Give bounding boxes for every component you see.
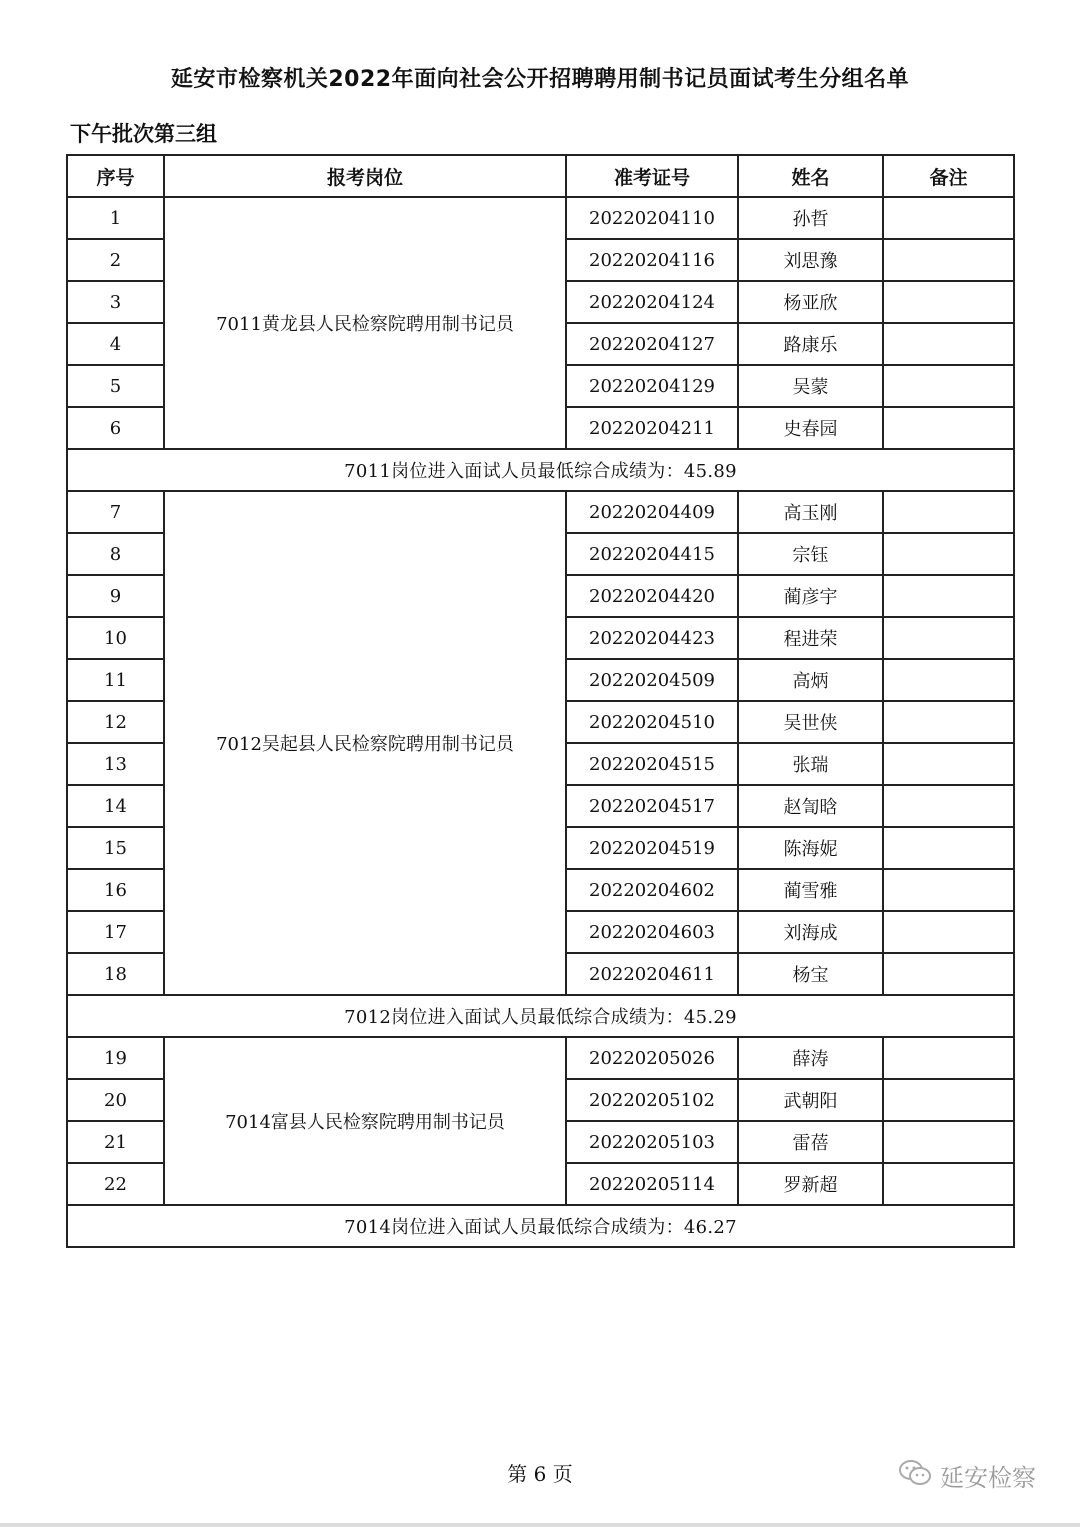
cell-exam-id: 20220204611 [566,953,738,995]
cell-note [883,575,1014,617]
cell-exam-id: 20220205103 [566,1121,738,1163]
cell-name: 罗新超 [738,1163,883,1205]
document-title: 延安市检察机关2022年面向社会公开招聘聘用制书记员面试考生分组名单 [170,67,910,92]
cell-name: 高炳 [738,659,883,701]
cell-name: 史春园 [738,407,883,449]
cell-name: 刘海成 [738,911,883,953]
cell-name: 吴世侠 [738,701,883,743]
cell-exam-id: 20220205102 [566,1079,738,1121]
cell-exam-id: 20220204116 [566,239,738,281]
cell-note [883,323,1014,365]
cell-name: 程进荣 [738,617,883,659]
cell-exam-id: 20220204515 [566,743,738,785]
cell-number: 4 [67,323,164,365]
watermark [898,1458,1036,1493]
cell-number: 13 [67,743,164,785]
cell-number: 18 [67,953,164,995]
cell-name: 杨宝 [738,953,883,995]
cell-number: 7 [67,491,164,533]
cell-name: 路康乐 [738,323,883,365]
header-post: 报考岗位 [164,155,566,197]
cell-name: 孙哲 [738,197,883,239]
cell-name: 杨亚欣 [738,281,883,323]
cell-number: 21 [67,1121,164,1163]
cell-number: 15 [67,827,164,869]
cell-number: 14 [67,785,164,827]
cell-number: 20 [67,1079,164,1121]
summary-text: 7012岗位进入面试人员最低综合成绩为：45.29 [67,995,1014,1037]
table-row [67,491,1014,533]
page-number: 第 6 页 [507,1462,573,1486]
cell-note [883,365,1014,407]
cell-number: 11 [67,659,164,701]
cell-exam-id: 20220204517 [566,785,738,827]
cell-exam-id: 20220204420 [566,575,738,617]
header-note: 备注 [883,155,1014,197]
cell-exam-id: 20220204211 [566,407,738,449]
header-exam-id: 准考证号 [566,155,738,197]
summary-text: 7011岗位进入面试人员最低综合成绩为：45.89 [67,449,1014,491]
cell-exam-id: 20220204129 [566,365,738,407]
header-row [67,155,1014,197]
cell-note [883,1037,1014,1079]
summary-row [67,1205,1014,1247]
cell-exam-id: 20220204519 [566,827,738,869]
cell-exam-id: 20220204603 [566,911,738,953]
table-row [67,1037,1014,1079]
cell-note [883,827,1014,869]
cell-note [883,785,1014,827]
cell-note [883,869,1014,911]
cell-note [883,911,1014,953]
cell-note [883,953,1014,995]
cell-number: 9 [67,575,164,617]
cell-exam-id: 20220204409 [566,491,738,533]
cell-note [883,533,1014,575]
cell-note [883,701,1014,743]
cell-note [883,197,1014,239]
cell-name: 高玉刚 [738,491,883,533]
cell-name: 雷蓓 [738,1121,883,1163]
cell-name: 武朝阳 [738,1079,883,1121]
roster-body [67,197,1014,1247]
cell-exam-id: 20220205026 [566,1037,738,1079]
cell-note [883,491,1014,533]
cell-name: 陈海妮 [738,827,883,869]
cell-number: 16 [67,869,164,911]
cell-number: 10 [67,617,164,659]
summary-text: 7014岗位进入面试人员最低综合成绩为：46.27 [67,1205,1014,1247]
cell-number: 6 [67,407,164,449]
cell-exam-id: 20220204510 [566,701,738,743]
cell-note [883,743,1014,785]
cell-exam-id: 20220204423 [566,617,738,659]
header-number: 序号 [67,155,164,197]
wechat-icon [898,1459,932,1493]
cell-note [883,617,1014,659]
header-name: 姓名 [738,155,883,197]
cell-number: 12 [67,701,164,743]
cell-post: 7011黄龙县人民检察院聘用制书记员 [164,197,566,449]
cell-number: 22 [67,1163,164,1205]
cell-name: 刘思豫 [738,239,883,281]
cell-name: 张瑞 [738,743,883,785]
cell-number: 5 [67,365,164,407]
cell-name: 吴蒙 [738,365,883,407]
cell-exam-id: 20220204124 [566,281,738,323]
cell-number: 8 [67,533,164,575]
cell-post: 7014富县人民检察院聘用制书记员 [164,1037,566,1205]
cell-name: 蔺彦宇 [738,575,883,617]
cell-exam-id: 20220204127 [566,323,738,365]
cell-name: 赵訇晗 [738,785,883,827]
cell-note [883,239,1014,281]
cell-name: 蔺雪雅 [738,869,883,911]
summary-row [67,449,1014,491]
cell-name: 宗钰 [738,533,883,575]
roster-table [66,154,1015,1248]
cell-note [883,407,1014,449]
cell-number: 2 [67,239,164,281]
cell-exam-id: 20220205114 [566,1163,738,1205]
watermark-text: 延安检察 [940,1464,1036,1492]
cell-number: 17 [67,911,164,953]
cell-number: 1 [67,197,164,239]
cell-name: 薛涛 [738,1037,883,1079]
group-title: 下午批次第三组 [70,122,217,146]
cell-post: 7012吴起县人民检察院聘用制书记员 [164,491,566,995]
cell-exam-id: 20220204415 [566,533,738,575]
bottom-divider [0,1523,1080,1527]
cell-number: 19 [67,1037,164,1079]
cell-note [883,659,1014,701]
cell-note [883,1163,1014,1205]
cell-exam-id: 20220204110 [566,197,738,239]
cell-number: 3 [67,281,164,323]
summary-row [67,995,1014,1037]
cell-note [883,281,1014,323]
cell-exam-id: 20220204602 [566,869,738,911]
cell-exam-id: 20220204509 [566,659,738,701]
table-row [67,197,1014,239]
cell-note [883,1121,1014,1163]
cell-note [883,1079,1014,1121]
